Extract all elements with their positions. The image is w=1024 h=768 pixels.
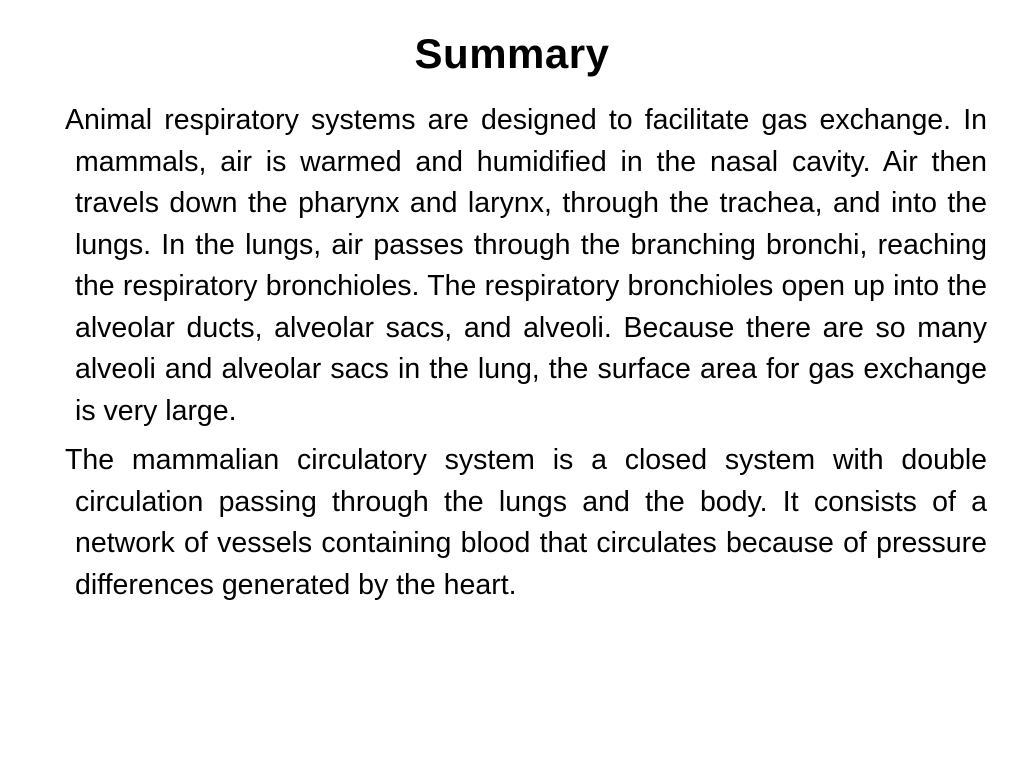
paragraph-circulatory: The mammalian circulatory system is a closed system with double circulation passing through the lungs and the body. It consists of a network of vessels containing blood that circulates because of pressure differences generated by the heart. xyxy=(65,444,987,601)
slide-body xyxy=(65,100,987,614)
slide-title: Summary xyxy=(414,30,610,77)
paragraph-respiratory: Animal respiratory systems are designed to facilitate gas exchange. In mammals, air is warmed and humidified in the nasal cavity. Air then travels down the pharynx and larynx, through the trachea, and into the lungs. In the lungs, air passes through the branching bronchi, reaching the respiratory bronchioles. The respiratory bronchioles open up into the alveolar ducts, alveolar sacs, and alveoli. Because there are so many alveoli and alveolar sacs in the lung, the surface area for gas exchange is very large. xyxy=(65,104,987,427)
